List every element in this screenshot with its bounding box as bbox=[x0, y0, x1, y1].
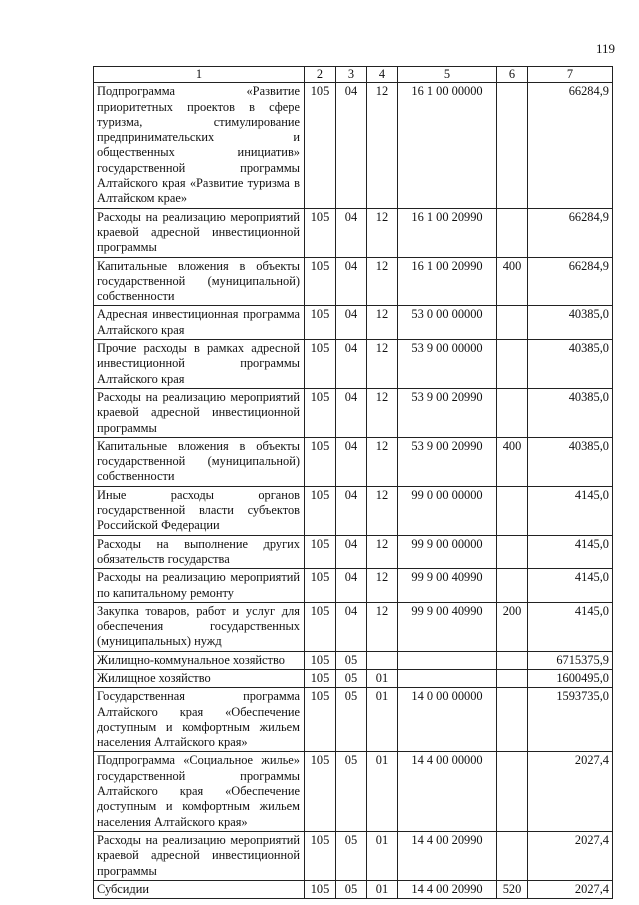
code-ministry: 105 bbox=[305, 83, 336, 208]
column-header: 1 bbox=[94, 67, 305, 83]
row-name: Расходы на реализацию мероприятий по капитальному ремонту bbox=[94, 569, 305, 603]
table-row bbox=[94, 752, 613, 831]
code-section: 05 bbox=[336, 752, 367, 831]
row-name: Подпрограмма «Социальное жилье» государственной программы Алтайского края «Обеспечение доступным и комфортным жильем населения Алтайского края» bbox=[94, 752, 305, 831]
row-name: Адресная инвестиционная программа Алтайского края bbox=[94, 306, 305, 340]
amount: 2027,4 bbox=[528, 831, 613, 880]
row-name: Государственная программа Алтайского края «Обеспечение доступным и комфортным жильем населения Алтайского края» bbox=[94, 688, 305, 752]
code-expense-type bbox=[497, 752, 528, 831]
table-row bbox=[94, 569, 613, 603]
code-section: 04 bbox=[336, 208, 367, 257]
code-ministry: 105 bbox=[305, 569, 336, 603]
code-subsection: 12 bbox=[367, 208, 398, 257]
code-ministry: 105 bbox=[305, 688, 336, 752]
code-subsection: 01 bbox=[367, 669, 398, 687]
code-target bbox=[398, 651, 497, 669]
code-subsection bbox=[367, 651, 398, 669]
table-row bbox=[94, 437, 613, 486]
code-section: 05 bbox=[336, 669, 367, 687]
table-row bbox=[94, 688, 613, 752]
code-section: 04 bbox=[336, 388, 367, 437]
column-header: 5 bbox=[398, 67, 497, 83]
table-row bbox=[94, 669, 613, 687]
table-row bbox=[94, 208, 613, 257]
code-target: 53 0 00 00000 bbox=[398, 306, 497, 340]
code-subsection: 12 bbox=[367, 486, 398, 535]
code-subsection: 12 bbox=[367, 602, 398, 651]
code-section: 05 bbox=[336, 688, 367, 752]
code-section: 04 bbox=[336, 437, 367, 486]
row-name: Жилищно-коммунальное хозяйство bbox=[94, 651, 305, 669]
row-name: Иные расходы органов государственной власти субъектов Российской Федерации bbox=[94, 486, 305, 535]
row-name: Капитальные вложения в объекты государственной (муниципальной) собственности bbox=[94, 257, 305, 306]
code-expense-type bbox=[497, 651, 528, 669]
code-target: 53 9 00 20990 bbox=[398, 388, 497, 437]
table-row bbox=[94, 486, 613, 535]
code-expense-type: 400 bbox=[497, 257, 528, 306]
header-row bbox=[94, 67, 613, 83]
code-target: 99 9 00 40990 bbox=[398, 602, 497, 651]
code-section: 05 bbox=[336, 831, 367, 880]
table-row bbox=[94, 257, 613, 306]
code-ministry: 105 bbox=[305, 388, 336, 437]
code-target: 99 0 00 00000 bbox=[398, 486, 497, 535]
code-expense-type bbox=[497, 306, 528, 340]
code-expense-type bbox=[497, 208, 528, 257]
code-ministry: 105 bbox=[305, 535, 336, 569]
code-expense-type bbox=[497, 535, 528, 569]
row-name: Расходы на выполнение других обязательств государства bbox=[94, 535, 305, 569]
row-name: Субсидии bbox=[94, 880, 305, 898]
code-expense-type bbox=[497, 340, 528, 389]
code-section: 04 bbox=[336, 306, 367, 340]
code-target: 99 9 00 40990 bbox=[398, 569, 497, 603]
code-target: 99 9 00 00000 bbox=[398, 535, 497, 569]
table-row bbox=[94, 83, 613, 208]
code-ministry: 105 bbox=[305, 486, 336, 535]
code-subsection: 12 bbox=[367, 535, 398, 569]
code-subsection: 12 bbox=[367, 437, 398, 486]
code-expense-type bbox=[497, 831, 528, 880]
code-section: 04 bbox=[336, 83, 367, 208]
code-subsection: 01 bbox=[367, 688, 398, 752]
code-ministry: 105 bbox=[305, 340, 336, 389]
code-expense-type bbox=[497, 569, 528, 603]
code-target: 14 4 00 20990 bbox=[398, 880, 497, 898]
code-section: 04 bbox=[336, 257, 367, 306]
table-row bbox=[94, 535, 613, 569]
amount: 40385,0 bbox=[528, 340, 613, 389]
row-name: Капитальные вложения в объекты государственной (муниципальной) собственности bbox=[94, 437, 305, 486]
table-row bbox=[94, 651, 613, 669]
table-row bbox=[94, 880, 613, 898]
table-row bbox=[94, 602, 613, 651]
amount: 40385,0 bbox=[528, 388, 613, 437]
amount: 66284,9 bbox=[528, 257, 613, 306]
code-section: 04 bbox=[336, 602, 367, 651]
code-subsection: 01 bbox=[367, 880, 398, 898]
column-header: 2 bbox=[305, 67, 336, 83]
code-section: 04 bbox=[336, 340, 367, 389]
code-ministry: 105 bbox=[305, 880, 336, 898]
row-name: Прочие расходы в рамках адресной инвестиционной программы Алтайского края bbox=[94, 340, 305, 389]
column-header: 3 bbox=[336, 67, 367, 83]
code-ministry: 105 bbox=[305, 752, 336, 831]
code-subsection: 12 bbox=[367, 306, 398, 340]
row-name: Закупка товаров, работ и услуг для обеспечения государственных (муниципальных) нужд bbox=[94, 602, 305, 651]
amount: 66284,9 bbox=[528, 208, 613, 257]
code-target: 16 1 00 20990 bbox=[398, 257, 497, 306]
row-name: Расходы на реализацию мероприятий краевой адресной инвестиционной программы bbox=[94, 831, 305, 880]
row-name: Жилищное хозяйство bbox=[94, 669, 305, 687]
code-expense-type bbox=[497, 486, 528, 535]
code-subsection: 12 bbox=[367, 569, 398, 603]
budget-table bbox=[93, 66, 613, 899]
code-expense-type bbox=[497, 688, 528, 752]
code-target: 53 9 00 20990 bbox=[398, 437, 497, 486]
table-row bbox=[94, 831, 613, 880]
code-target: 16 1 00 00000 bbox=[398, 83, 497, 208]
code-ministry: 105 bbox=[305, 651, 336, 669]
code-section: 05 bbox=[336, 651, 367, 669]
page-number: 119 bbox=[595, 41, 615, 56]
code-expense-type bbox=[497, 669, 528, 687]
code-ministry: 105 bbox=[305, 831, 336, 880]
code-target: 53 9 00 00000 bbox=[398, 340, 497, 389]
table-row bbox=[94, 388, 613, 437]
amount: 4145,0 bbox=[528, 535, 613, 569]
row-name: Расходы на реализацию мероприятий краевой адресной инвестиционной программы bbox=[94, 208, 305, 257]
code-expense-type: 200 bbox=[497, 602, 528, 651]
code-expense-type: 400 bbox=[497, 437, 528, 486]
amount: 2027,4 bbox=[528, 752, 613, 831]
code-subsection: 12 bbox=[367, 83, 398, 208]
amount: 4145,0 bbox=[528, 486, 613, 535]
code-ministry: 105 bbox=[305, 306, 336, 340]
code-expense-type bbox=[497, 388, 528, 437]
code-expense-type bbox=[497, 83, 528, 208]
code-subsection: 12 bbox=[367, 340, 398, 389]
code-target: 14 4 00 20990 bbox=[398, 831, 497, 880]
code-subsection: 12 bbox=[367, 257, 398, 306]
amount: 40385,0 bbox=[528, 437, 613, 486]
code-ministry: 105 bbox=[305, 257, 336, 306]
row-name: Расходы на реализацию мероприятий краевой адресной инвестиционной программы bbox=[94, 388, 305, 437]
column-header: 6 bbox=[497, 67, 528, 83]
code-subsection: 12 bbox=[367, 388, 398, 437]
code-subsection: 01 bbox=[367, 752, 398, 831]
code-subsection: 01 bbox=[367, 831, 398, 880]
code-ministry: 105 bbox=[305, 602, 336, 651]
code-section: 04 bbox=[336, 535, 367, 569]
amount: 4145,0 bbox=[528, 602, 613, 651]
code-target: 16 1 00 20990 bbox=[398, 208, 497, 257]
table-row bbox=[94, 306, 613, 340]
code-target: 14 4 00 00000 bbox=[398, 752, 497, 831]
column-header: 4 bbox=[367, 67, 398, 83]
code-section: 04 bbox=[336, 486, 367, 535]
code-ministry: 105 bbox=[305, 437, 336, 486]
code-ministry: 105 bbox=[305, 669, 336, 687]
amount: 6715375,9 bbox=[528, 651, 613, 669]
table-row bbox=[94, 340, 613, 389]
row-name: Подпрограмма «Развитие приоритетных проектов в сфере туризма, стимулирование предпринимательских и общественных инициатив» государственной программы Алтайского края «Развитие туризма в Алтайском крае» bbox=[94, 83, 305, 208]
column-header: 7 bbox=[528, 67, 613, 83]
amount: 2027,4 bbox=[528, 880, 613, 898]
amount: 66284,9 bbox=[528, 83, 613, 208]
amount: 1593735,0 bbox=[528, 688, 613, 752]
code-ministry: 105 bbox=[305, 208, 336, 257]
code-target bbox=[398, 669, 497, 687]
code-section: 04 bbox=[336, 569, 367, 603]
amount: 4145,0 bbox=[528, 569, 613, 603]
amount: 1600495,0 bbox=[528, 669, 613, 687]
code-expense-type: 520 bbox=[497, 880, 528, 898]
amount: 40385,0 bbox=[528, 306, 613, 340]
code-target: 14 0 00 00000 bbox=[398, 688, 497, 752]
code-section: 05 bbox=[336, 880, 367, 898]
